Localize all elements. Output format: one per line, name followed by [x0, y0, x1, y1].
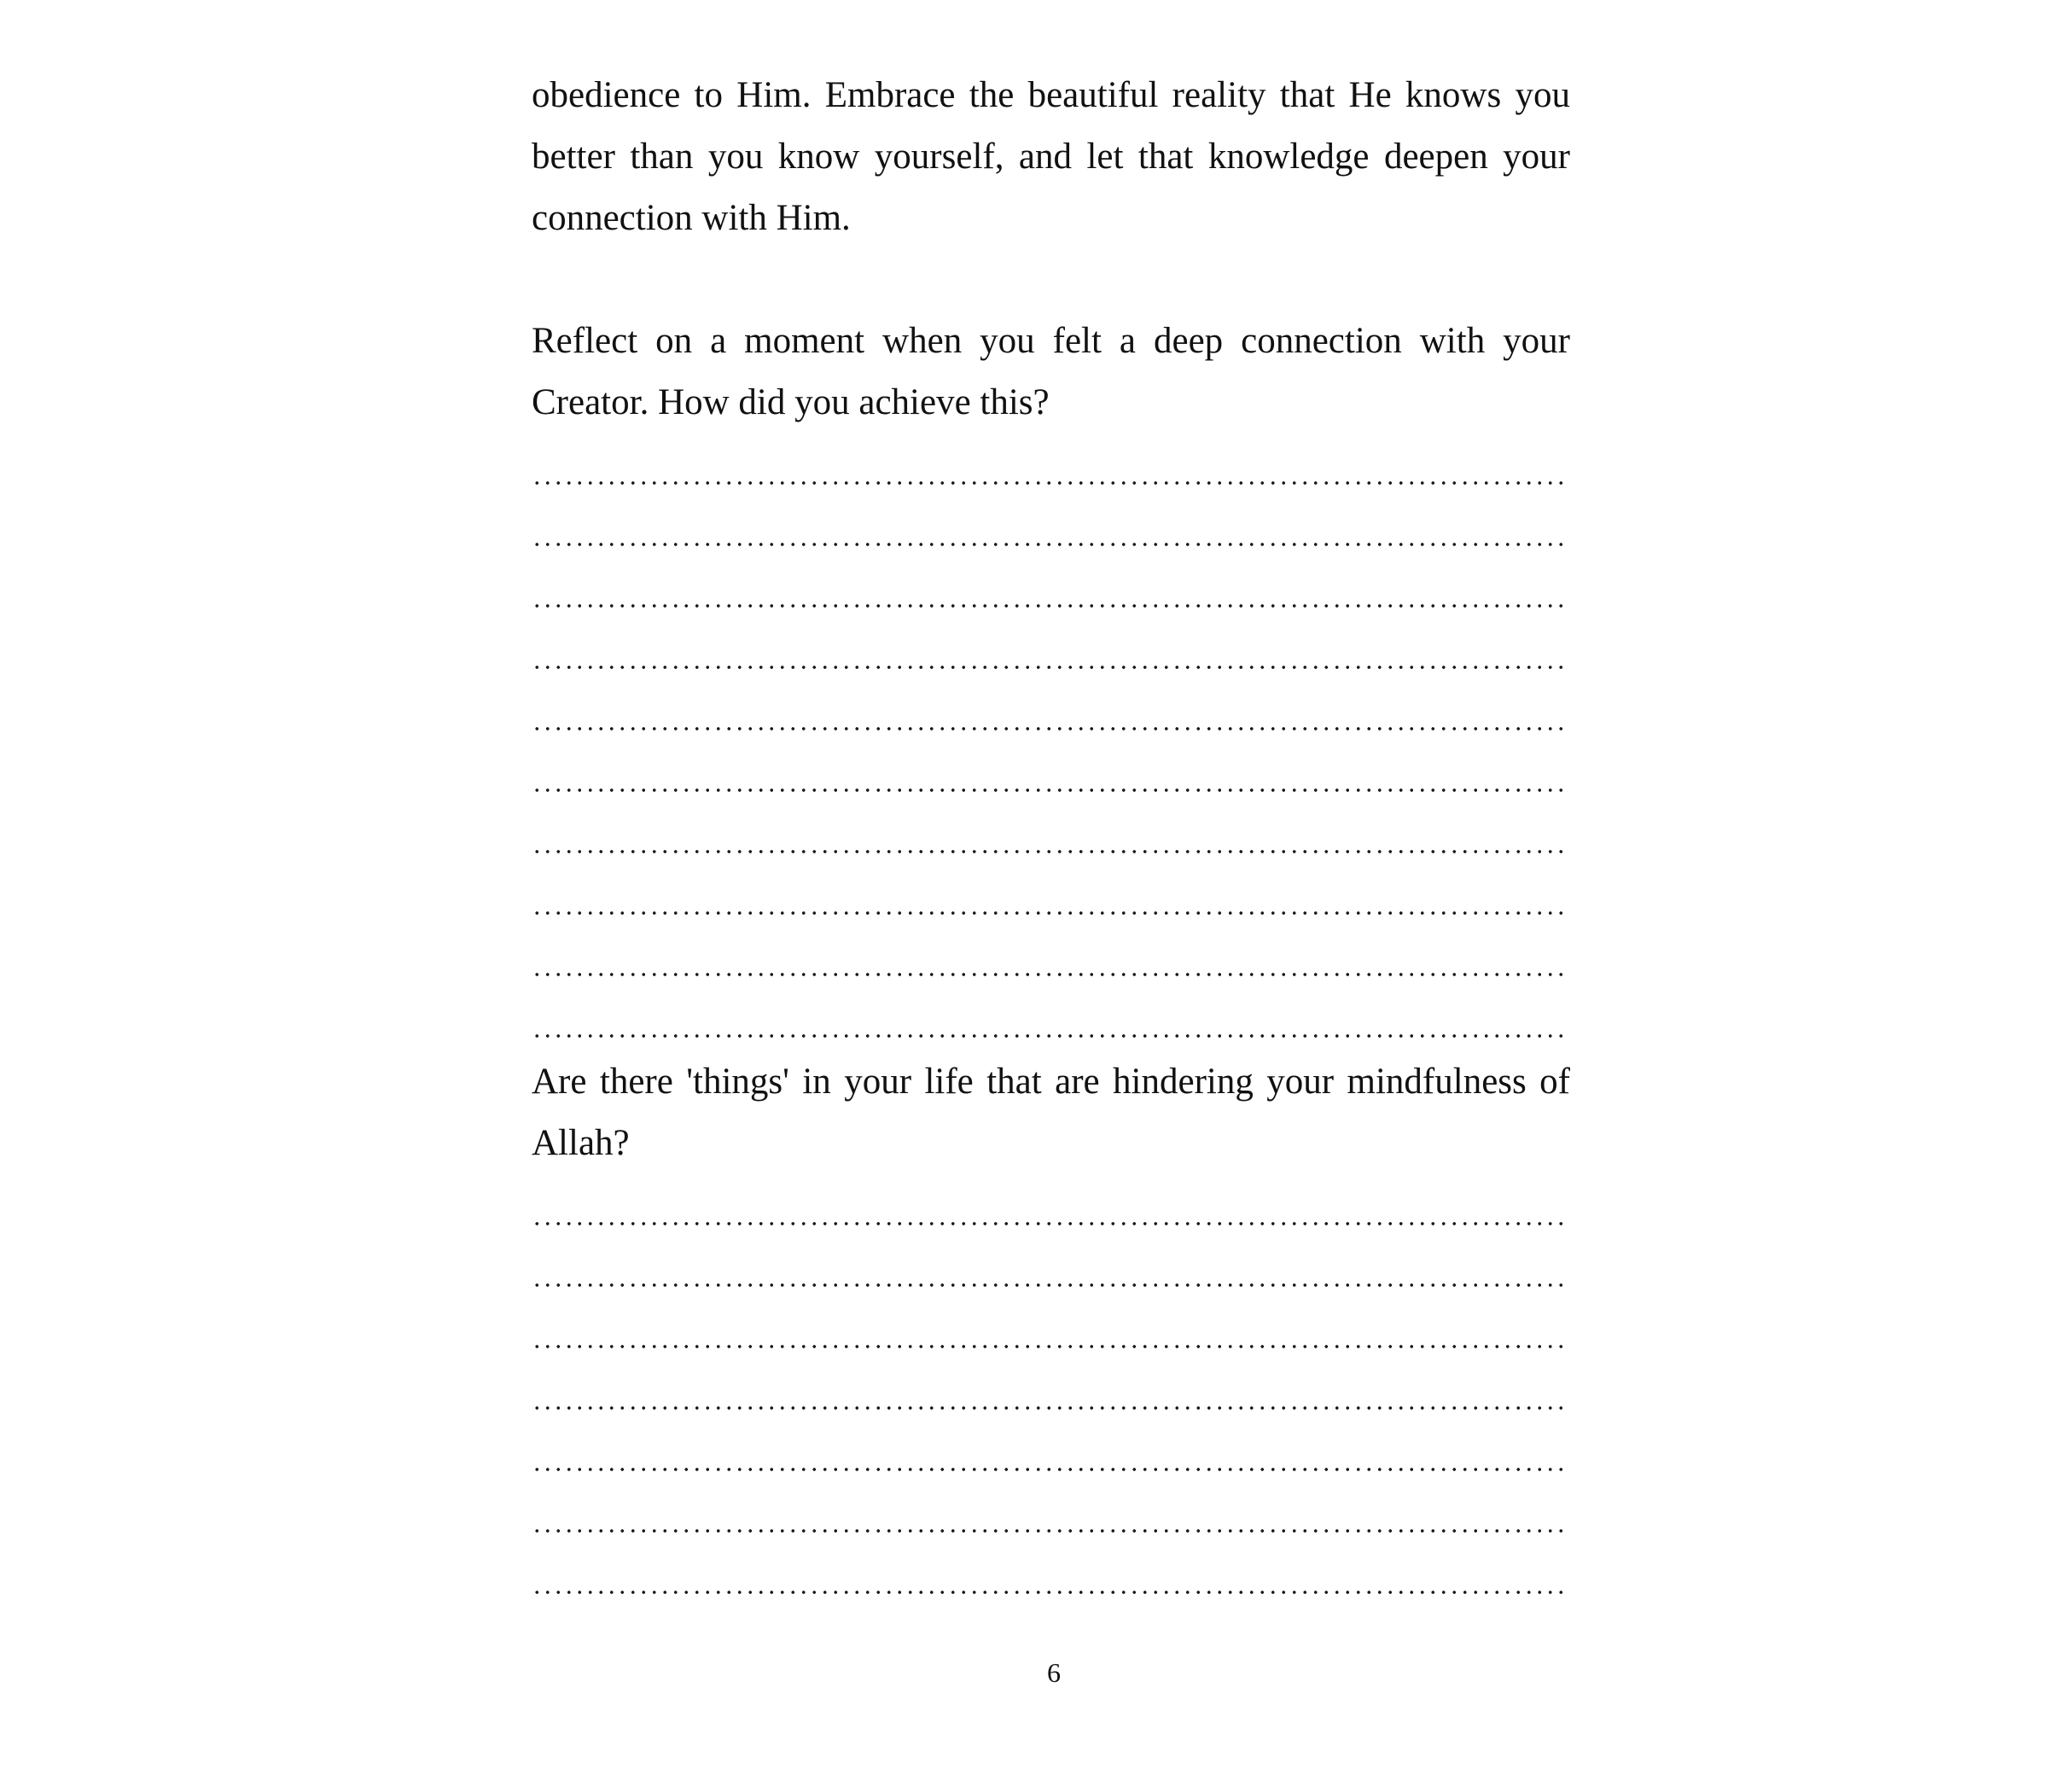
answer-line[interactable]: [532, 437, 1570, 498]
answer-line[interactable]: [532, 867, 1570, 928]
answer-line[interactable]: [532, 1178, 1570, 1239]
answer-line[interactable]: [532, 1423, 1570, 1485]
answer-line[interactable]: [532, 1300, 1570, 1362]
answer-line[interactable]: [532, 1362, 1570, 1423]
reflection-question-1: Reflect on a moment when you felt a deep connection with your Creator. How did you achieve this?: [532, 321, 1570, 422]
reflection-question-2: Are there 'things' in your life that are hindering your mindfulness of Allah?: [532, 1062, 1570, 1163]
answer-line[interactable]: [532, 1546, 1570, 1608]
answer-line[interactable]: [532, 806, 1570, 867]
text-column: [532, 65, 1570, 1608]
answer-line[interactable]: [532, 560, 1570, 621]
intro-paragraph: obedience to Him. Embrace the beautiful reality that He knows you better than you know yourself, and let that knowledge deepen your connection with Him.: [532, 75, 1570, 238]
answer-line[interactable]: [532, 498, 1570, 560]
answer-lines-question-2: [532, 1178, 1570, 1608]
answer-line[interactable]: [532, 928, 1570, 990]
answer-line[interactable]: [532, 1239, 1570, 1300]
answer-line[interactable]: [532, 990, 1570, 1051]
answer-line[interactable]: [532, 744, 1570, 806]
answer-line[interactable]: [532, 683, 1570, 744]
answer-line[interactable]: [532, 1485, 1570, 1546]
answer-line[interactable]: [532, 621, 1570, 683]
answer-lines-question-1: [532, 437, 1570, 1051]
page-number: 6: [1047, 1657, 1061, 1688]
